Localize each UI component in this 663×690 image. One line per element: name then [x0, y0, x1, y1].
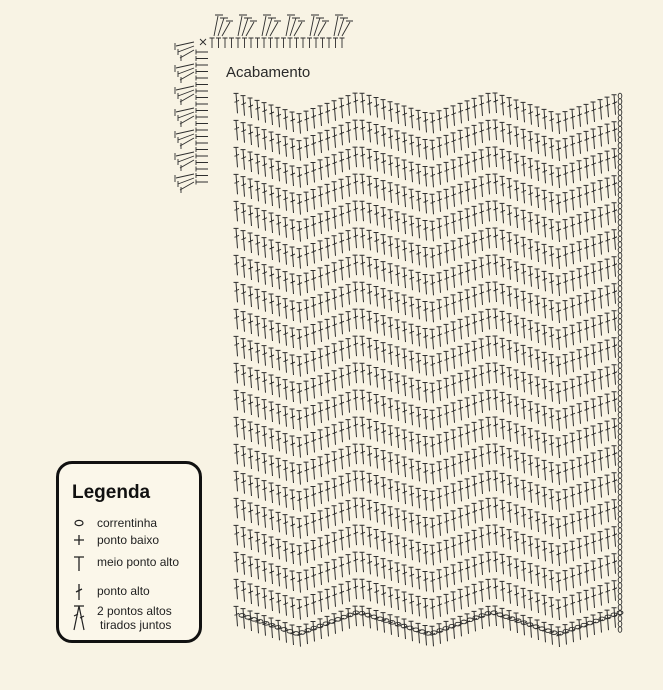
turning-chain [618, 456, 622, 462]
turning-chain [618, 258, 622, 264]
turning-chain [618, 500, 622, 506]
turning-chain [618, 577, 622, 583]
turning-chain [618, 154, 622, 160]
turning-chain [618, 253, 622, 259]
turning-chain [618, 434, 622, 440]
turning-chain [618, 517, 622, 523]
chain-stitch [491, 611, 497, 615]
border-left-fan [175, 86, 194, 105]
turning-chain [618, 385, 622, 391]
stitch-row [234, 93, 618, 134]
border-left-fan [175, 42, 194, 61]
turning-chain [618, 451, 622, 457]
dc2tog-icon [69, 604, 91, 634]
border-left-fan [175, 174, 194, 193]
turning-chain [618, 341, 622, 347]
chain-stitch [545, 629, 551, 633]
stitch-row [234, 255, 618, 296]
turning-chain [618, 605, 622, 611]
border-top-fan [286, 15, 305, 36]
chain-stitch [587, 621, 593, 625]
chart-title: Acabamento [226, 64, 311, 81]
turning-chain [618, 445, 622, 451]
turning-chain [618, 242, 622, 248]
border-top-fan [310, 15, 329, 36]
turning-chain [618, 121, 622, 127]
turning-chain [618, 143, 622, 149]
stitch-row [234, 336, 618, 377]
turning-chain [618, 599, 622, 605]
turning-chain [618, 99, 622, 105]
border-top-stitches [210, 38, 345, 48]
turning-chain [618, 110, 622, 116]
stitch-row [234, 444, 618, 485]
turning-chain [618, 330, 622, 336]
turning-chain [618, 170, 622, 176]
turning-chain [618, 236, 622, 242]
chain-stitch [407, 626, 413, 630]
turning-chain [618, 231, 622, 237]
stitch-row [234, 471, 618, 512]
turning-chain [618, 308, 622, 314]
stitch-row [234, 390, 618, 431]
stitch-rows [234, 93, 618, 647]
border-corner-mark [200, 39, 206, 45]
turning-chain [618, 522, 622, 528]
turning-chain [618, 203, 622, 209]
stitch-row [234, 282, 618, 323]
turning-chain [618, 335, 622, 341]
turning-chain [618, 621, 622, 627]
stitch-row [234, 120, 618, 161]
border-left-fan [175, 64, 194, 83]
turning-chain [618, 220, 622, 226]
border-top [200, 15, 353, 48]
border-top-fan [238, 15, 257, 36]
turning-chain [618, 533, 622, 539]
legend-label-dc2tog: 2 pontos altos [97, 604, 172, 618]
turning-chain [618, 214, 622, 220]
turning-chain [618, 291, 622, 297]
turning-chain [618, 269, 622, 275]
turning-chain [618, 401, 622, 407]
turning-chain [618, 352, 622, 358]
turning-chain [618, 566, 622, 572]
turning-chain [618, 132, 622, 138]
turning-chain [618, 126, 622, 132]
turning-chain [618, 198, 622, 204]
legend-label-hdc: meio ponto alto [97, 555, 180, 569]
stitch-row [234, 606, 618, 647]
turning-chain [618, 528, 622, 534]
turning-chain [618, 275, 622, 281]
turning-chain [618, 594, 622, 600]
turning-chain [618, 506, 622, 512]
turning-chain [618, 489, 622, 495]
border-top-fan [334, 15, 353, 36]
border-left [175, 42, 208, 193]
turning-chain [618, 363, 622, 369]
stitch-row [234, 525, 618, 566]
turning-chain [618, 286, 622, 292]
chain-stitch [461, 620, 467, 624]
turning-chain [618, 539, 622, 545]
turning-chain [618, 561, 622, 567]
turning-chain [618, 187, 622, 193]
turning-chains [618, 93, 622, 632]
legend-heading: Legenda [72, 482, 151, 503]
stitch-row [234, 174, 618, 215]
stitch-row [234, 552, 618, 593]
turning-chain [618, 357, 622, 363]
turning-chain [618, 473, 622, 479]
chain-stitch [281, 628, 287, 632]
turning-chain [618, 319, 622, 325]
turning-chain [618, 374, 622, 380]
chain-stitch [377, 617, 383, 621]
chain-stitch [293, 632, 299, 636]
turning-chain [618, 324, 622, 330]
chain-stitch [251, 618, 257, 622]
turning-chain [618, 484, 622, 490]
turning-chain [618, 181, 622, 187]
turning-chain [618, 247, 622, 253]
chain-stitch [335, 618, 341, 622]
border-top-fan [262, 15, 281, 36]
chain-stitch [533, 625, 539, 629]
legend-label-chain: correntinha [97, 516, 158, 530]
border-left-fan [175, 108, 194, 127]
turning-chain [618, 495, 622, 501]
border-top-fan [214, 15, 233, 36]
border-left-fan [175, 152, 194, 171]
turning-chain [618, 544, 622, 550]
turning-chain [618, 176, 622, 182]
turning-chain [618, 390, 622, 396]
turning-chain [618, 159, 622, 165]
turning-chain [618, 396, 622, 402]
turning-chain [618, 478, 622, 484]
turning-chain [618, 225, 622, 231]
stitch-row [234, 228, 618, 269]
stitch-row [234, 579, 618, 620]
half-double-crochet-icon [69, 555, 91, 585]
turning-chain [618, 550, 622, 556]
turning-chain [618, 368, 622, 374]
stitch-row [234, 147, 618, 188]
stitch-row [234, 309, 618, 350]
chain-stitch [365, 613, 371, 617]
turning-chain [618, 115, 622, 121]
border-left-stitches [196, 50, 208, 185]
turning-chain [618, 346, 622, 352]
turning-chain [618, 297, 622, 303]
turning-chain [618, 423, 622, 429]
turning-chain [618, 467, 622, 473]
turning-chain [618, 588, 622, 594]
turning-chain [618, 93, 622, 99]
turning-chain [618, 616, 622, 622]
chain-stitch [419, 630, 425, 634]
turning-chain [618, 555, 622, 561]
turning-chain [618, 462, 622, 468]
turning-chain [618, 192, 622, 198]
chain-stitch [503, 615, 509, 619]
turning-chain [618, 418, 622, 424]
turning-chain [618, 440, 622, 446]
turning-chain [618, 280, 622, 286]
stitch-row [234, 363, 618, 404]
legend-box [56, 461, 202, 643]
turning-chain [618, 572, 622, 578]
turning-chain [618, 429, 622, 435]
stitch-row [234, 498, 618, 539]
border-left-fan [175, 130, 194, 149]
turning-chain [618, 302, 622, 308]
legend-label-dc: ponto alto [97, 584, 150, 598]
chain-stitch [239, 614, 245, 618]
turning-chain [618, 264, 622, 270]
turning-chain [618, 412, 622, 418]
turning-chain [618, 627, 622, 633]
legend-label-sc: ponto baixo [97, 533, 160, 547]
turning-chain [618, 407, 622, 413]
turning-chain [618, 379, 622, 385]
turning-chain [618, 104, 622, 110]
turning-chain [618, 165, 622, 171]
stitch-row [234, 201, 618, 242]
turning-chain [618, 313, 622, 319]
turning-chain [618, 209, 622, 215]
turning-chain [618, 148, 622, 154]
turning-chain [618, 137, 622, 143]
stitch-row [234, 417, 618, 458]
turning-chain [618, 583, 622, 589]
turning-chain [618, 511, 622, 517]
legend-label-dc2tog-line2: tirados juntos [100, 618, 172, 632]
